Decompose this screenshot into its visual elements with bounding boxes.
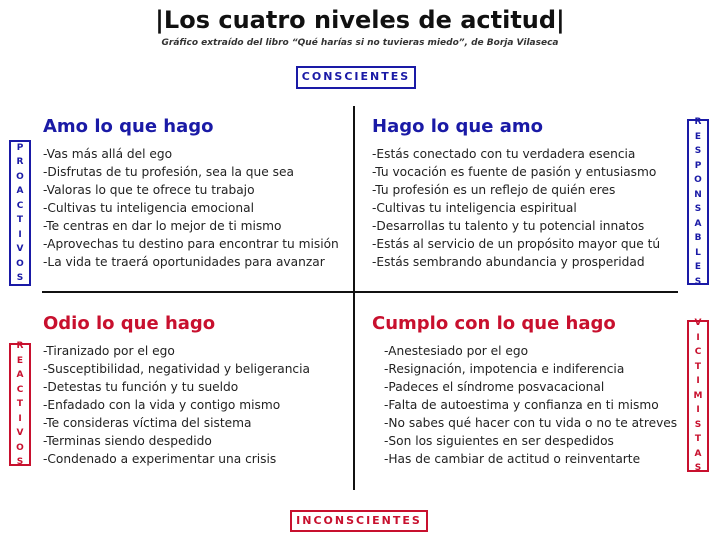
quadrant-list: [43, 145, 339, 271]
list-item: -Tiranizado por el ego: [43, 344, 175, 358]
vertical-letter: M: [693, 390, 703, 401]
list-item: -Cultivas tu inteligencia espiritual: [372, 201, 577, 215]
vertical-letter: I: [696, 376, 700, 387]
diagram-title: |Los cuatro niveles de actitud|: [155, 6, 565, 34]
quadrant-hago-lo-que-amo: [372, 116, 660, 271]
vertical-letter: T: [16, 399, 24, 410]
vertical-letter: E: [16, 355, 24, 366]
quadrant-list: [43, 342, 310, 468]
list-item: -La vida te traerá oportunidades para avanzar: [43, 255, 325, 269]
list-item: -Anestesiado por el ego: [384, 344, 529, 358]
vertical-letter: V: [16, 428, 24, 439]
vertical-letter: C: [694, 347, 702, 358]
vertical-letter: S: [694, 276, 702, 287]
vertical-letter: S: [694, 146, 702, 156]
vertical-letter: R: [694, 117, 702, 127]
list-item: -Falta de autoestima y confianza en ti mismo: [384, 398, 659, 412]
vertical-letter: S: [694, 204, 702, 214]
vertical-letter: L: [695, 247, 701, 258]
quadrant-heading: Hago lo que amo: [372, 116, 543, 137]
list-item: -Te consideras víctima del sistema: [43, 416, 252, 430]
diagram-subtitle: Gráfico extraído del libro “Qué harías si no tuvieras miedo”, de Borja Vilaseca: [161, 38, 559, 48]
quadrant-odio-lo-que-hago: [43, 313, 310, 468]
vertical-letter: C: [16, 200, 24, 211]
list-item: -Estás conectado con tu verdadera esencia: [372, 147, 636, 161]
vertical-letter: I: [696, 405, 700, 416]
list-item: -Estás sembrando abundancia y prosperidad: [372, 255, 645, 269]
vertical-letter: T: [16, 215, 24, 225]
vertical-letter: P: [16, 142, 24, 153]
list-item: -Desarrollas tu talento y tu potencial innatos: [372, 219, 645, 233]
vertical-letter: P: [694, 160, 702, 171]
list-item: -No sabes qué hacer con tu vida o no te atreves: [384, 416, 678, 430]
list-item: -Tu profesión es un reflejo de quién eres: [372, 183, 616, 197]
quadrant-heading: Cumplo con lo que hago: [372, 313, 616, 334]
vertical-letter: O: [16, 171, 24, 182]
list-item: -Disfrutas de tu profesión, sea la que sea: [43, 165, 294, 179]
list-item: -Detestas tu función y tu sueldo: [43, 380, 239, 394]
vertical-letter: S: [694, 419, 702, 430]
vertical-letter: A: [694, 448, 702, 459]
horizontal-axis: [42, 291, 678, 293]
vertical-letter: O: [694, 175, 702, 185]
quadrant-cumplo-con-lo-que-hago: [372, 313, 677, 468]
label-conscientes: CONSCIENTES: [296, 66, 416, 89]
list-item: -Enfadado con la vida y contigo mismo: [43, 398, 281, 412]
vertical-letter: R: [16, 157, 24, 167]
list-item: -Son los siguientes en ser despedidos: [384, 434, 614, 448]
vertical-letter: B: [694, 233, 702, 243]
label-proactivos: [9, 140, 31, 286]
list-item: -Tu vocación es fuente de pasión y entusiasmo: [372, 165, 657, 179]
vertical-letter: A: [16, 370, 24, 381]
list-item: -Resignación, impotencia e indiferencia: [384, 362, 625, 376]
vertical-letter: R: [16, 341, 24, 352]
list-item: -Has de cambiar de actitud o reinventarte: [384, 452, 641, 466]
quadrant-heading: Amo lo que hago: [43, 116, 214, 137]
quadrant-list: [372, 342, 677, 468]
vertical-letter: T: [694, 434, 702, 445]
list-item: -Susceptibilidad, negatividad y beligerancia: [43, 362, 310, 376]
vertical-letter: I: [696, 332, 700, 343]
vertical-letter: E: [694, 262, 702, 272]
list-item: -Te centras en dar lo mejor de ti mismo: [43, 219, 282, 233]
vertical-letter: S: [16, 273, 24, 283]
vertical-letter: C: [16, 384, 24, 395]
vertical-letter: S: [694, 463, 702, 474]
list-item: -Terminas siendo despedido: [43, 434, 212, 448]
list-item: -Vas más allá del ego: [43, 147, 173, 161]
label-inconscientes: INCONSCIENTES: [290, 510, 428, 532]
list-item: -Condenado a experimentar una crisis: [43, 452, 277, 466]
vertical-letter: S: [16, 457, 24, 468]
label-victimistas: [687, 320, 709, 472]
vertical-letter: O: [16, 442, 24, 453]
vertical-letter: E: [694, 131, 702, 142]
vertical-letter: O: [16, 258, 24, 269]
vertical-letter: V: [694, 318, 702, 329]
list-item: -Estás al servicio de un propósito mayor que tú: [372, 237, 661, 251]
list-item: -Aprovechas tu destino para encontrar tu misión: [43, 237, 339, 251]
vertical-letter: I: [18, 229, 22, 240]
vertical-letter: I: [18, 413, 22, 424]
quadrant-heading: Odio lo que hago: [43, 313, 216, 334]
vertical-letter: T: [694, 361, 702, 372]
quadrant-amo-lo-que-hago: [43, 116, 339, 271]
vertical-letter: A: [16, 186, 24, 196]
quadrant-list: [372, 145, 660, 271]
list-item: -Padeces el síndrome posvacacional: [384, 380, 605, 394]
vertical-letter: N: [694, 189, 702, 200]
list-item: -Valoras lo que te ofrece tu trabajo: [43, 183, 255, 197]
label-responsables: [687, 119, 709, 285]
label-reactivos: [9, 343, 31, 466]
vertical-axis: [353, 106, 355, 490]
vertical-letter: A: [694, 218, 702, 229]
list-item: -Cultivas tu inteligencia emocional: [43, 201, 254, 215]
vertical-letter: V: [16, 244, 24, 254]
